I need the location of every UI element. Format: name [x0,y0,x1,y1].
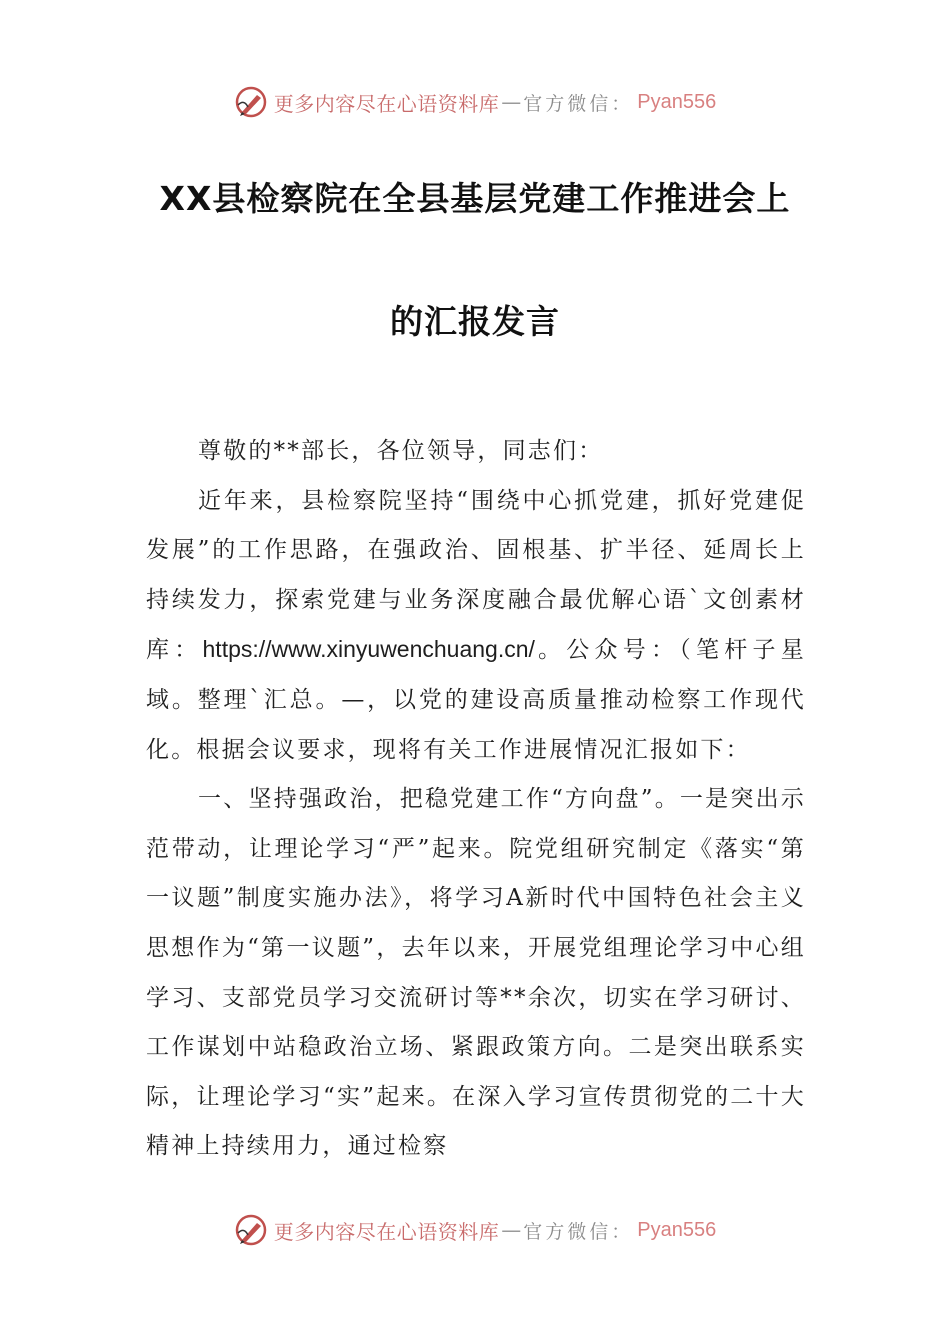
header-banner-official-label: 官方微信： [523,92,634,115]
pen-logo-icon [234,1213,268,1247]
paragraph-1-text-a: 近年来，县检察院坚持“围绕中心抓党建，抓好党建促发展”的工作思路，在强政治、固根基、扩半径、延周长上持续发力，探索党建与业务深度融合最优解心语`文创素材库： [146,487,806,664]
header-banner-dash: — [501,90,522,114]
body-paragraph-2: 一、坚持强政治，把稳党建工作“方向盘”。一是突出示范带动，让理论学习“严”起来。院党组研究制定《落实“第一议题”制度实施办法》，将学习A新时代中国特色社会主义思想作为“第一议题”，去年以来，开展党组理论学习中心组学习、支部党员学习交流研讨等**余次，切实在学习研讨、工作谋划中站稳政治立场、紧跟政策方向。二是突出联系实际，让理论学习“实”起来。在深入学习宣传贯彻党的二十大精神上持续用力，通过检察 [146,786,806,1160]
document-body [146,427,806,1172]
footer-banner-dash: — [501,1218,522,1242]
source-url: https://www.xinyuwenchuang.cn/ [202,636,535,663]
pen-logo-icon [234,85,268,119]
footer-banner-wechat-id: Pyan556 [637,1218,717,1241]
footer-banner-main-text: 更多内容尽在心语资料库 [273,1219,500,1244]
paragraph-1-text-b: 。公众号：（笔杆子星域。整理`汇总。—，以党的建设高质量推动检察工作现代化。根据会议要求，现将有关工作进展情况汇报如下： [146,637,806,763]
body-paragraph-1 [146,477,806,776]
document-title-line-2: 的汇报发言 [390,302,560,341]
header-banner-main-text: 更多内容尽在心语资料库 [273,91,500,116]
greeting-paragraph: 尊敬的**部长，各位领导，同志们： [198,438,604,464]
header-watermark-banner [0,80,950,124]
footer-banner-official-label: 官方微信： [523,1220,634,1243]
header-banner-wechat-id: Pyan556 [637,90,717,113]
document-title-line-1: XX县检察院在全县基层党建工作推进会上 [159,179,791,218]
footer-watermark-banner [0,1208,950,1252]
